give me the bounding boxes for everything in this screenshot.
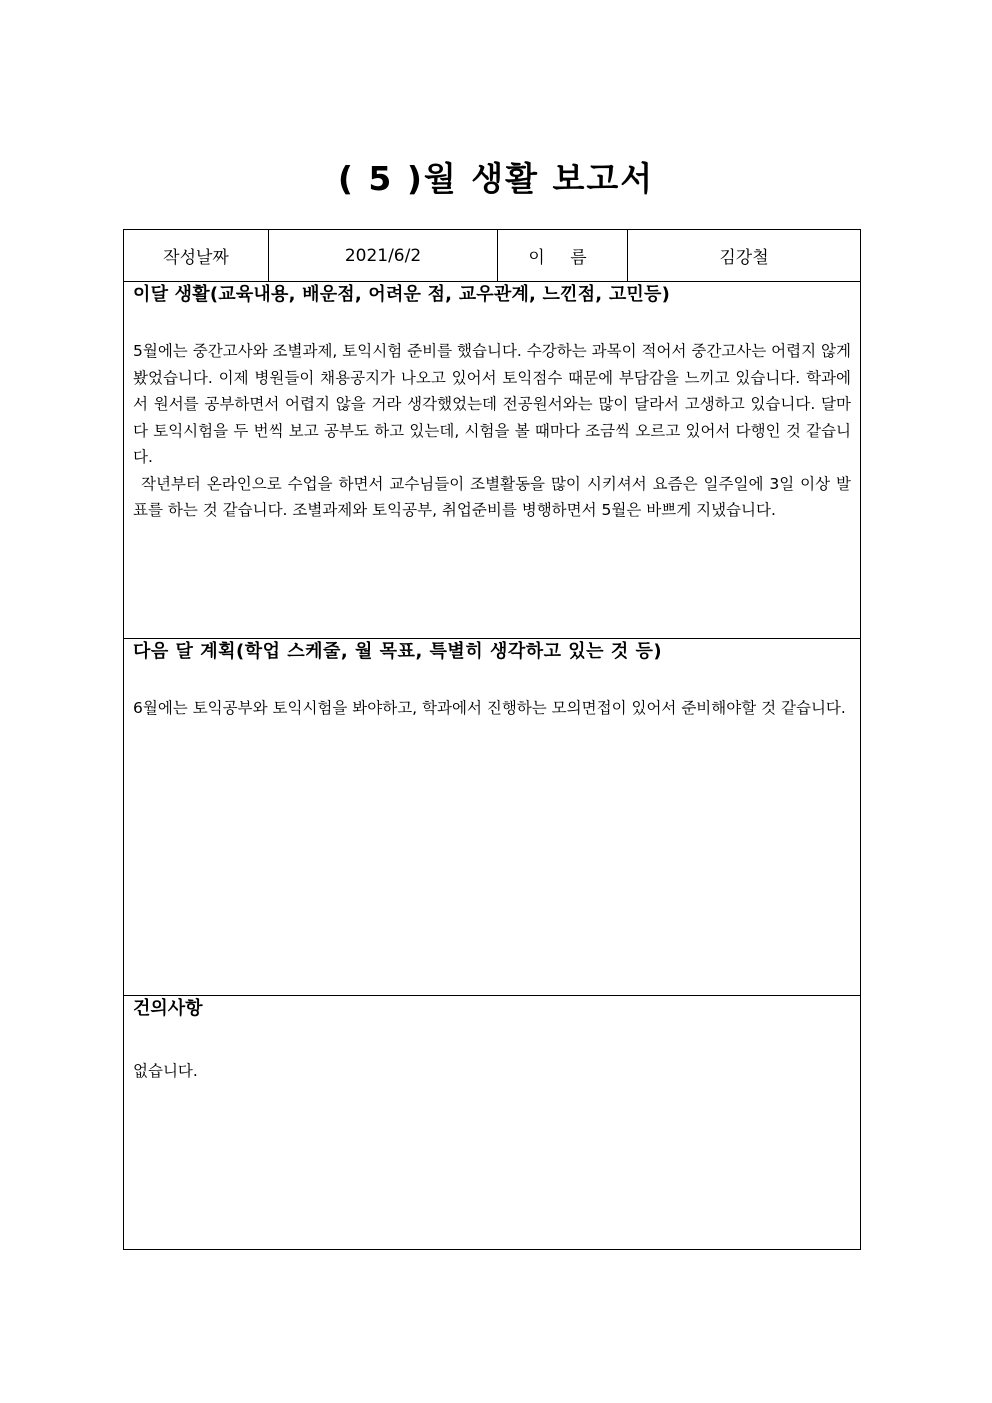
monthly-life-paragraph: 작년부터 온라인으로 수업을 하면서 교수님들이 조별활동을 많이 시키셔서 요즘은 일주일에 3일 이상 발표를 하는 것 같습니다. 조별과제와 토익공부, 취업준비를 병행하면서 5월은 바쁘게 지냈습니다. bbox=[133, 474, 851, 519]
suggestions-heading: 건의사항 bbox=[133, 998, 203, 1019]
date-label: 작성날짜 bbox=[124, 230, 269, 281]
report-table bbox=[123, 229, 861, 1250]
next-month-plan-heading: 다음 달 계획(학업 스케줄, 월 목표, 특별히 생각하고 있는 것 등) bbox=[133, 641, 663, 662]
next-month-plan-paragraph: 6월에는 토익공부와 토익시험을 봐야하고, 학과에서 진행하는 모의면접이 있어서 준비해야할 것 같습니다. bbox=[133, 699, 846, 717]
header-row bbox=[124, 230, 860, 282]
monthly-life-paragraph: 5월에는 중간고사와 조별과제, 토익시험 준비를 했습니다. 수강하는 과목이 적어서 중간고사는 어렵지 않게 봤었습니다. 이제 병원들이 채용공지가 나오고 있어서 토익점수 때문에 부담감을 느끼고 있습니다. 학과에서 원서를 공부하면서 어렵지 않을 거라 생각했었는데 전공원서와는 많이 달라서 고생하고 있습니다. 달마다 토익시험을 두 번씩 보고 공부도 하고 있는데, 시험을 볼 때마다 조금씩 오르고 있어서 다행인 것 같습니다. bbox=[133, 342, 851, 466]
monthly-life-body bbox=[133, 338, 851, 524]
next-month-plan-body bbox=[133, 695, 851, 722]
suggestions-body bbox=[133, 1058, 851, 1085]
monthly-life-section bbox=[124, 283, 860, 639]
name-value: 김강철 bbox=[719, 248, 769, 268]
suggestions-paragraph: 없습니다. bbox=[133, 1062, 198, 1080]
name-label: 이 름 bbox=[498, 230, 628, 281]
next-month-plan-section bbox=[124, 640, 860, 996]
date-value: 2021/6/2 bbox=[269, 230, 498, 281]
document-title: ( 5 )월 생활 보고서 bbox=[337, 159, 655, 198]
suggestions-section bbox=[124, 997, 860, 1252]
monthly-life-heading: 이달 생활(교육내용, 배운점, 어려운 점, 교우관계, 느낀점, 고민등) bbox=[133, 284, 671, 305]
